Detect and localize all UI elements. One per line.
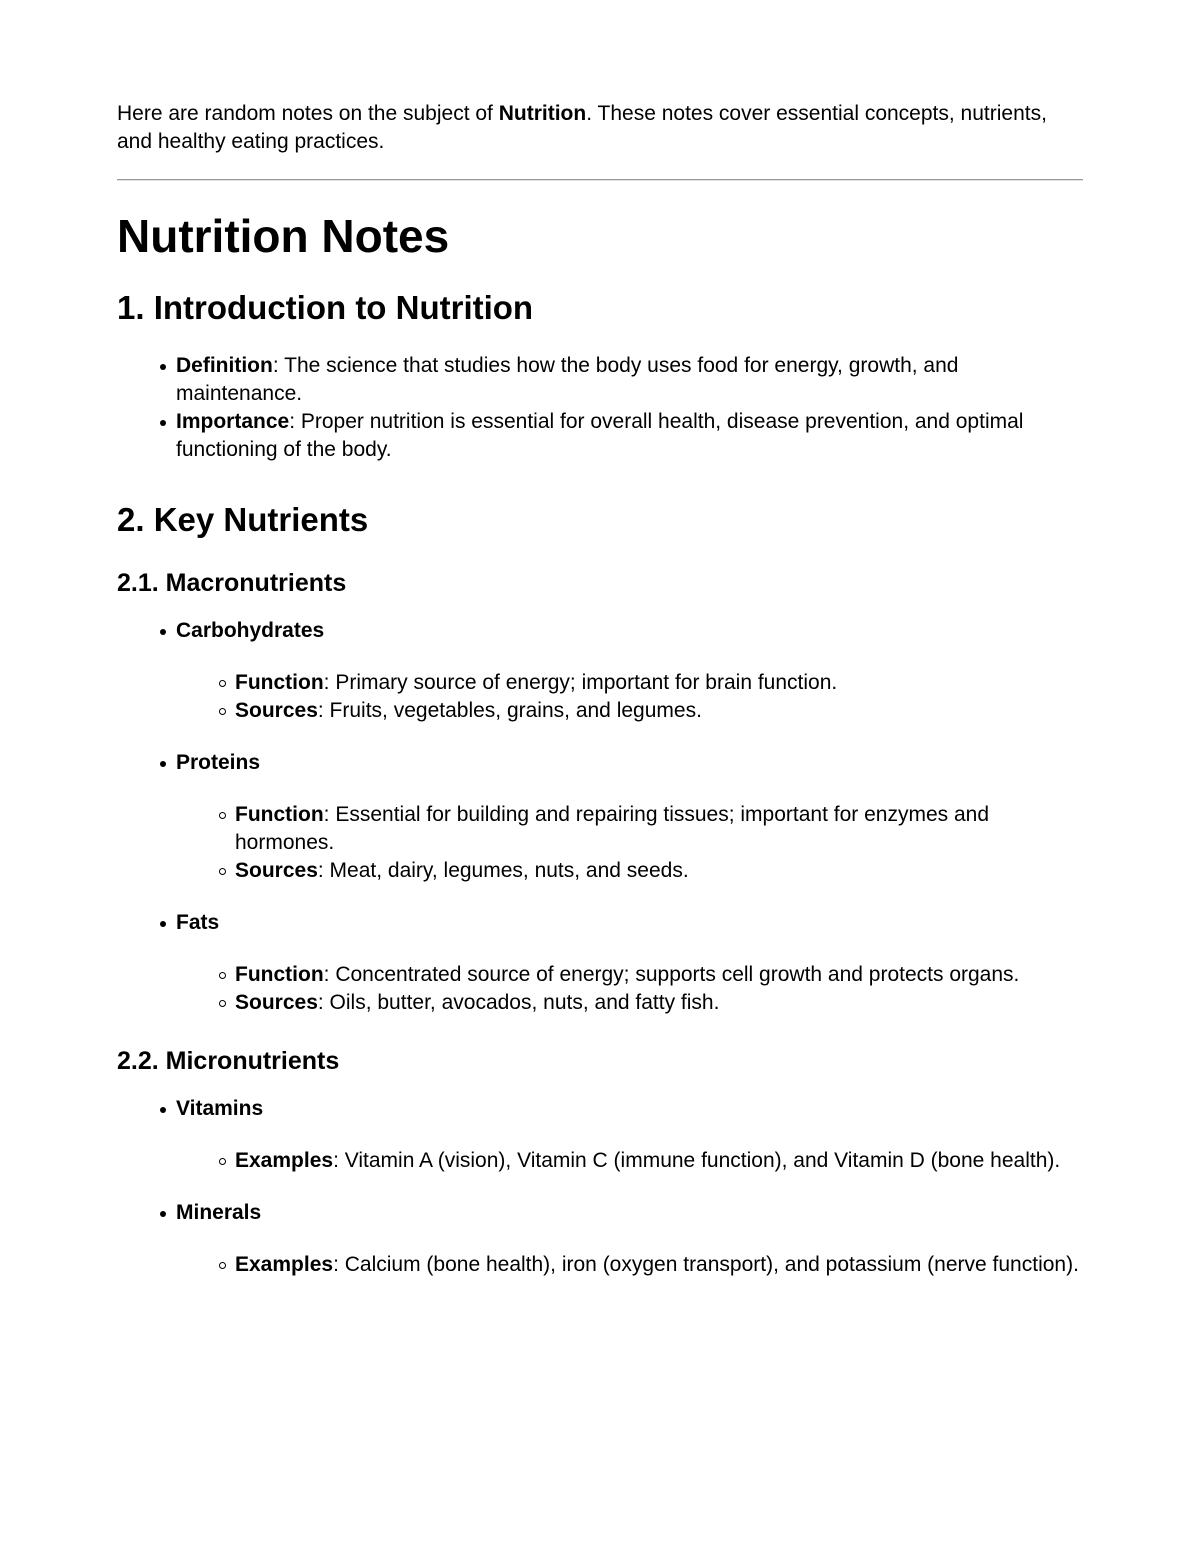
section-heading-key-nutrients: 2. Key Nutrients	[117, 501, 369, 538]
micronutrients-list	[117, 1095, 1083, 1279]
fats-function	[235, 961, 1083, 989]
examples-label: Examples	[235, 1253, 334, 1276]
document-page	[117, 100, 1083, 1279]
function-text: : Concentrated source of energy; supports cell growth and protects organs.	[323, 963, 1020, 986]
function-label: Function	[235, 671, 324, 694]
function-label: Function	[235, 803, 324, 826]
fats-sublist	[176, 961, 1083, 1017]
vitamins-sublist	[176, 1147, 1083, 1175]
minerals-title: Minerals	[176, 1201, 262, 1224]
list-item-importance	[176, 408, 1083, 464]
macronutrients-list	[117, 617, 1083, 1017]
examples-label: Examples	[235, 1149, 334, 1172]
sources-label: Sources	[235, 859, 318, 882]
subsection-heading-micronutrients: 2.2. Micronutrients	[117, 1047, 340, 1075]
list-item-vitamins	[176, 1095, 1083, 1175]
fats-sources	[235, 989, 1083, 1017]
proteins-sublist	[176, 801, 1083, 885]
intro-paragraph	[117, 100, 1083, 156]
introduction-list	[117, 352, 1083, 464]
carbohydrates-sublist	[176, 669, 1083, 725]
list-item-definition	[176, 352, 1083, 408]
sources-text: : Meat, dairy, legumes, nuts, and seeds.	[317, 859, 689, 882]
fats-title: Fats	[176, 911, 220, 934]
minerals-examples	[235, 1251, 1083, 1279]
function-text: : Essential for building and repairing tissues; important for enzymes and hormones.	[235, 803, 990, 854]
examples-text: : Vitamin A (vision), Vitamin C (immune function), and Vitamin D (bone health).	[333, 1149, 1061, 1172]
proteins-function	[235, 801, 1083, 857]
vitamins-examples	[235, 1147, 1083, 1175]
sources-label: Sources	[235, 699, 318, 722]
section-heading-introduction: 1. Introduction to Nutrition	[117, 289, 534, 326]
carbohydrates-title: Carbohydrates	[176, 619, 325, 642]
function-text: : Primary source of energy; important for brain function.	[323, 671, 838, 694]
definition-label: Definition	[176, 354, 273, 377]
list-item-carbohydrates	[176, 617, 1083, 725]
definition-text: : The science that studies how the body uses food for energy, growth, and maintenance.	[176, 354, 959, 405]
carbohydrates-function	[235, 669, 1083, 697]
sources-label: Sources	[235, 991, 318, 1014]
function-label: Function	[235, 963, 324, 986]
sources-text: : Fruits, vegetables, grains, and legumes.	[317, 699, 702, 722]
sources-text: : Oils, butter, avocados, nuts, and fatty fish.	[317, 991, 720, 1014]
intro-subject: Nutrition	[498, 102, 587, 125]
examples-text: : Calcium (bone health), iron (oxygen transport), and potassium (nerve function).	[333, 1253, 1079, 1276]
proteins-title: Proteins	[176, 751, 261, 774]
page-title: Nutrition Notes	[117, 210, 450, 262]
carbohydrates-sources	[235, 697, 1083, 725]
importance-label: Importance	[176, 410, 290, 433]
importance-text: : Proper nutrition is essential for overall health, disease prevention, and optimal functioning of the body.	[176, 410, 1024, 461]
list-item-fats	[176, 909, 1083, 1017]
subsection-heading-macronutrients: 2.1. Macronutrients	[117, 569, 347, 597]
intro-text-after: . These notes cover essential concepts, nutrients, and healthy eating practices.	[117, 102, 1047, 153]
list-item-proteins	[176, 749, 1083, 885]
list-item-minerals	[176, 1199, 1083, 1279]
horizontal-rule	[117, 179, 1083, 181]
minerals-sublist	[176, 1251, 1083, 1279]
proteins-sources	[235, 857, 1083, 885]
vitamins-title: Vitamins	[176, 1097, 264, 1120]
intro-text-before: Here are random notes on the subject of	[117, 102, 499, 125]
